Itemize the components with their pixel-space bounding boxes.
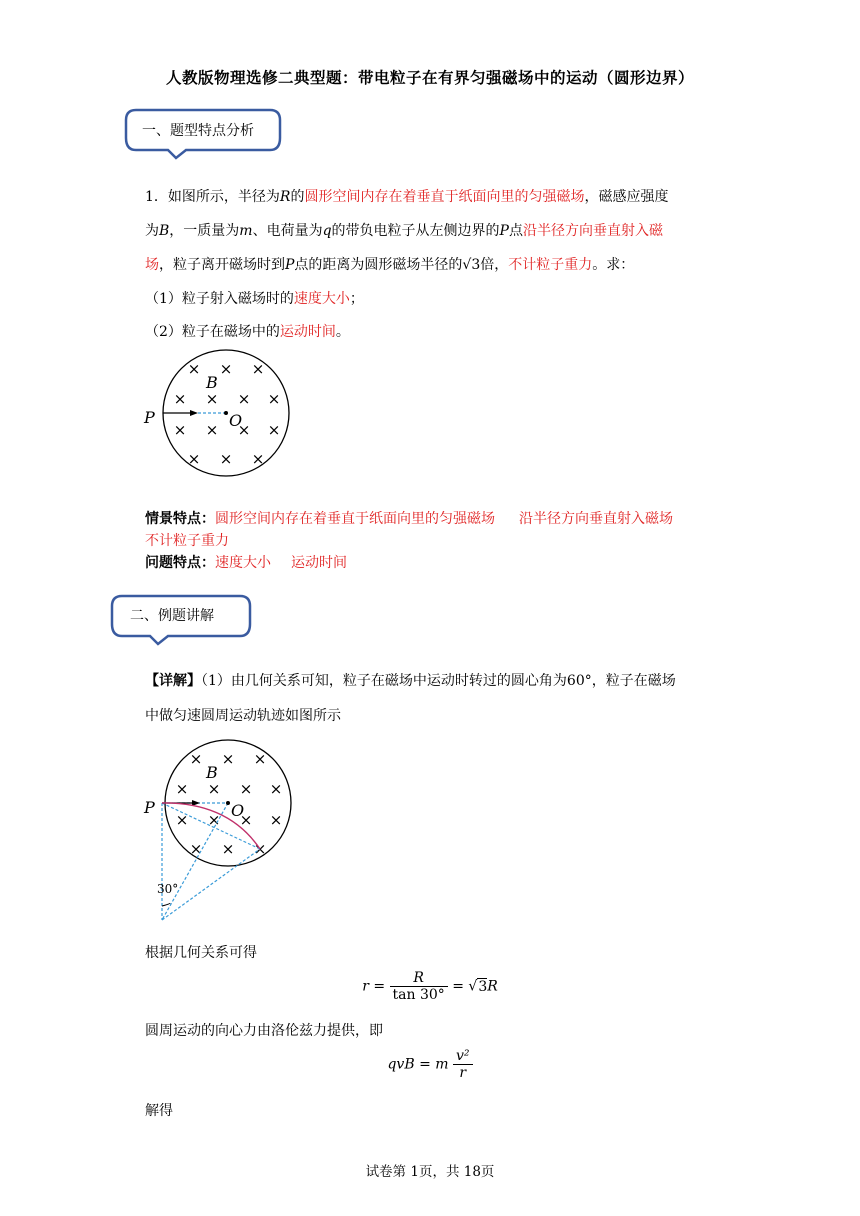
label-B: B (206, 373, 218, 392)
question-2: （2）粒子在磁场中的运动时间。 (145, 324, 350, 340)
svg-text:×: × (239, 780, 253, 798)
svg-text:×: × (189, 750, 203, 768)
geometry-text: 根据几何关系可得 (145, 945, 257, 961)
angle-label: 30° (157, 882, 179, 896)
svg-text:×: × (187, 360, 201, 378)
page-title: 人教版物理选修二典型题：带电粒子在有界匀强磁场中的运动（圆形边界） (165, 69, 694, 87)
svg-text:×: × (205, 421, 219, 439)
label-P: P (144, 408, 155, 427)
svg-text:×: × (173, 390, 187, 408)
svg-text:×: × (221, 750, 235, 768)
svg-text:×: × (251, 360, 265, 378)
svg-text:×: × (219, 450, 233, 468)
solution-line-2: 中做匀速圆周运动轨迹如图所示 (145, 708, 341, 724)
svg-text:×: × (253, 840, 267, 858)
solve-text: 解得 (145, 1103, 173, 1119)
solution-line-1: 【详解】（1）由几何关系可知，粒子在磁场中运动时转过的圆心角为60°，粒子在磁场 (145, 673, 676, 689)
label-O: O (229, 411, 243, 430)
problem-line-3: 场，粒子离开磁场时到P点的距离为圆形磁场半径的√3倍，不计粒子重力。求： (145, 257, 635, 273)
question-features: 问题特点：速度大小 运动时间 (145, 555, 347, 571)
force-text: 圆周运动的向心力由洛伦兹力提供，即 (145, 1023, 383, 1039)
svg-text:×: × (187, 450, 201, 468)
svg-text:×: × (237, 421, 251, 439)
equation-radius: r = $\frac{R}{\tan 30^\circ}$ = √3R (362, 970, 498, 1003)
problem-line-1: 1．如图所示，半径为R的圆形空间内存在着垂直于纸面向里的匀强磁场，磁感应强度 (145, 189, 669, 205)
svg-text:×: × (269, 811, 283, 829)
svg-text:×: × (251, 450, 265, 468)
svg-text:×: × (267, 390, 281, 408)
section-heading-2: 二、例题讲解 (130, 608, 214, 624)
svg-text:×: × (237, 390, 251, 408)
scene-features: 情景特点：圆形空间内存在着垂直于纸面向里的匀强磁场 沿半径方向垂直射入磁场 (145, 511, 673, 527)
section-heading-1: 一、题型特点分析 (142, 123, 254, 139)
svg-text:×: × (207, 780, 221, 798)
problem-line-2: 为B，一质量为m、电荷量为q的带负电粒子从左侧边界的P点沿半径方向垂直射入磁 (145, 223, 663, 239)
svg-text:×: × (219, 360, 233, 378)
svg-text:×: × (269, 780, 283, 798)
label-P: P (144, 798, 155, 817)
equation-force: qvB = m $\frac{\text{v²}}{r}$ (0, 1048, 860, 1081)
svg-text:×: × (267, 421, 281, 439)
figure-magnetic-field-1 (140, 346, 300, 481)
svg-text:×: × (253, 750, 267, 768)
svg-text:×: × (205, 390, 219, 408)
label-O: O (231, 801, 245, 820)
svg-text:×: × (221, 840, 235, 858)
svg-text:×: × (175, 780, 189, 798)
svg-text:×: × (207, 811, 221, 829)
page-footer: 试卷第 1页，共 18页 (365, 1164, 495, 1180)
svg-text:×: × (175, 811, 189, 829)
svg-text:×: × (173, 421, 187, 439)
question-1: （1）粒子射入磁场时的速度大小； (145, 291, 364, 307)
figure-trajectory (140, 736, 310, 928)
label-B: B (206, 763, 218, 782)
section-callout-2 (108, 592, 254, 646)
scene-feature-3: 不计粒子重力 (145, 533, 229, 549)
svg-text:×: × (189, 840, 203, 858)
section-callout-1 (122, 106, 284, 160)
svg-text:×: × (239, 811, 253, 829)
